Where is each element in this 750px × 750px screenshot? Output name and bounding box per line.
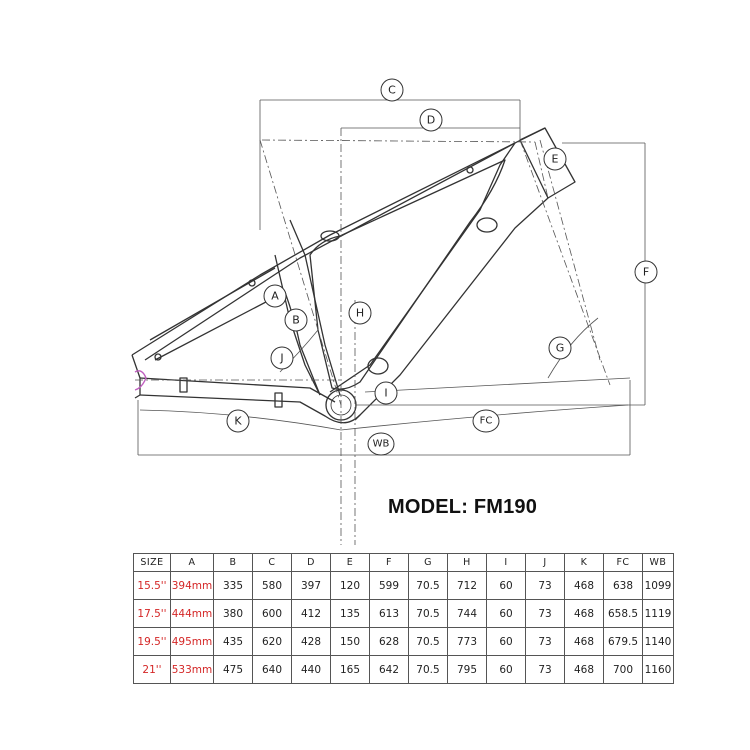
label-d: D [426,113,436,127]
e-cell: 165 [331,656,370,684]
fc-cell: 679.5 [604,628,643,656]
f-cell: 613 [370,600,409,628]
f-cell: 628 [370,628,409,656]
label-e: E [551,152,559,166]
label-b: B [292,313,300,327]
e-cell: 150 [331,628,370,656]
header-c: C [253,554,292,572]
k-cell: 468 [565,656,604,684]
label-c: C [388,83,396,97]
d-cell: 440 [292,656,331,684]
g-cell: 70.5 [409,656,448,684]
g-cell: 70.5 [409,572,448,600]
table-row [134,572,674,600]
d-cell: 397 [292,572,331,600]
wb-cell: 1099 [643,572,674,600]
label-fc: FC [479,415,493,427]
size-cell: 19.5'' [134,628,171,656]
g-cell: 70.5 [409,628,448,656]
i-cell: 60 [487,572,526,600]
k-cell: 468 [565,572,604,600]
label-k: K [234,414,242,428]
header-f: F [370,554,409,572]
j-cell: 73 [526,656,565,684]
c-cell: 640 [253,656,292,684]
header-i: I [487,554,526,572]
d-cell: 412 [292,600,331,628]
e-cell: 135 [331,600,370,628]
b-cell: 435 [214,628,253,656]
table-row [134,600,674,628]
label-g: G [555,341,565,355]
i-cell: 60 [487,656,526,684]
h-cell: 712 [448,572,487,600]
label-h: H [355,306,365,320]
f-cell: 642 [370,656,409,684]
fc-cell: 700 [604,656,643,684]
header-fc: FC [604,554,643,572]
g-cell: 70.5 [409,600,448,628]
c-cell: 620 [253,628,292,656]
k-cell: 468 [565,600,604,628]
b-cell: 335 [214,572,253,600]
b-cell: 380 [214,600,253,628]
label-j: J [280,351,284,365]
model-title: MODEL: FM190 [388,496,538,518]
header-a: A [171,554,214,572]
label-f: F [642,265,650,279]
size-cell: 17.5'' [134,600,171,628]
label-a: A [271,289,279,303]
i-cell: 60 [487,600,526,628]
h-cell: 795 [448,656,487,684]
c-cell: 600 [253,600,292,628]
table-row [134,628,674,656]
wb-cell: 1160 [643,656,674,684]
header-wb: WB [643,554,674,572]
wb-cell: 1140 [643,628,674,656]
j-cell: 73 [526,600,565,628]
k-cell: 468 [565,628,604,656]
header-e: E [331,554,370,572]
header-h: H [448,554,487,572]
b-cell: 475 [214,656,253,684]
wb-cell: 1119 [643,600,674,628]
j-cell: 73 [526,628,565,656]
table-row [134,656,674,684]
top-tube [132,128,545,355]
h-cell: 773 [448,628,487,656]
header-g: G [409,554,448,572]
f-cell: 599 [370,572,409,600]
header-b: B [214,554,253,572]
c-cell: 580 [253,572,292,600]
header-size: SIZE [134,554,171,572]
header-d: D [292,554,331,572]
a-cell: 495mm [171,628,214,656]
a-cell: 394mm [171,572,214,600]
size-cell: 15.5'' [134,572,171,600]
header-j: J [526,554,565,572]
e-cell: 120 [331,572,370,600]
i-cell: 60 [487,628,526,656]
a-cell: 533mm [171,656,214,684]
size-cell: 21'' [134,656,171,684]
label-wb: WB [372,438,390,450]
geometry-table [133,553,674,684]
label-i: I [384,386,388,400]
fc-cell: 638 [604,572,643,600]
fc-cell: 658.5 [604,600,643,628]
d-cell: 428 [292,628,331,656]
j-cell: 73 [526,572,565,600]
table-header-row [134,554,674,572]
a-cell: 444mm [171,600,214,628]
header-k: K [565,554,604,572]
h-cell: 744 [448,600,487,628]
